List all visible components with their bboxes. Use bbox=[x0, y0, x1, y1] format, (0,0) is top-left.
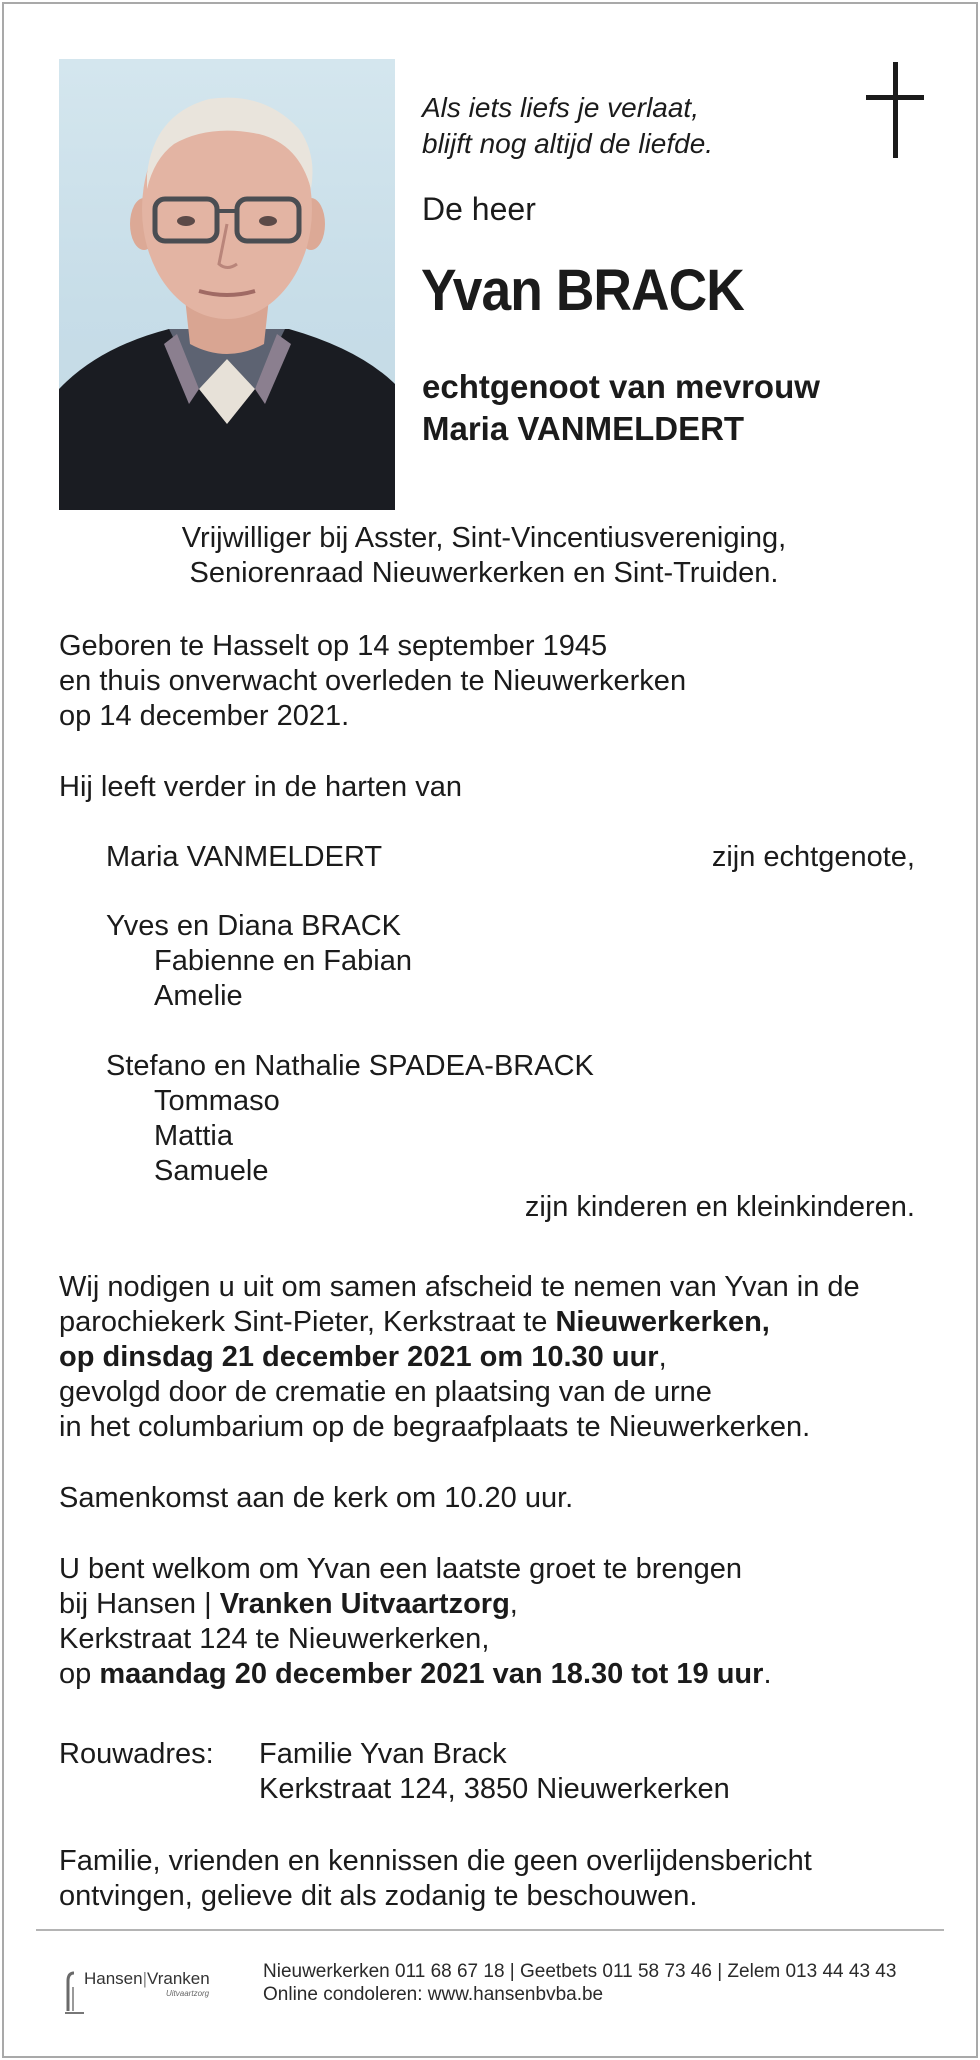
funeral-home-logo bbox=[64, 1967, 239, 2015]
spouse-line: echtgenoot van mevrouw bbox=[422, 368, 820, 405]
footer-online-link[interactable]: Online condoleren: www.hansenbvba.be bbox=[263, 1984, 604, 2005]
family-child: Mattia bbox=[154, 1120, 233, 1152]
text-line: in het columbarium op de begraafplaats te Nieuwerkerken. bbox=[59, 1411, 811, 1443]
volunteer-text bbox=[59, 521, 909, 591]
address-line: Familie Yvan Brack bbox=[259, 1738, 507, 1770]
text-line: gevolgd door de crematie en plaatsing van de urne bbox=[59, 1376, 712, 1408]
family-parents: Yves en Diana BRACK bbox=[106, 910, 401, 942]
salutation: De heer bbox=[422, 191, 536, 227]
text-line: Geboren te Hasselt op 14 september 1945 bbox=[59, 630, 608, 662]
cross-icon bbox=[893, 62, 898, 158]
spouse-line: Maria VANMELDERT bbox=[422, 410, 745, 447]
text-line: U bent welkom om Yvan een laatste groet te brengen bbox=[59, 1553, 743, 1585]
visitation-text bbox=[59, 1552, 772, 1692]
cross-icon-bar bbox=[866, 95, 924, 100]
address-line: Kerkstraat 124, 3850 Nieuwerkerken bbox=[259, 1773, 730, 1805]
survivor-spouse-name: Maria VANMELDERT bbox=[106, 841, 383, 873]
family-child: Samuele bbox=[154, 1155, 269, 1187]
text-span: bij Hansen | bbox=[59, 1588, 220, 1620]
logo-subtitle: Uitvaartzorg bbox=[166, 1989, 210, 1998]
text-line: Familie, vrienden en kennissen die geen overlijdensbericht bbox=[59, 1845, 812, 1877]
ceremony-text bbox=[59, 1270, 860, 1445]
text-span: , bbox=[658, 1341, 667, 1373]
family-child: Amelie bbox=[154, 980, 243, 1012]
logo-text bbox=[84, 1969, 210, 1989]
children-relation: zijn kinderen en kleinkinderen. bbox=[524, 1191, 915, 1223]
address-label: Rouwadres: bbox=[59, 1738, 214, 1770]
footer-contacts bbox=[263, 1960, 896, 2006]
gathering-text: Samenkomst aan de kerk om 10.20 uur. bbox=[59, 1482, 574, 1514]
quote-line: blijft nog altijd de liefde. bbox=[422, 128, 714, 159]
text-line: Wij nodigen u uit om samen afscheid te nemen van Yvan in de bbox=[59, 1271, 860, 1303]
text-span: , bbox=[509, 1588, 518, 1620]
volunteer-line: Seniorenraad Nieuwerkerken en Sint-Truiden. bbox=[189, 557, 779, 589]
ceremony-date: op dinsdag 21 december 2021 om 10.30 uur bbox=[59, 1341, 659, 1373]
text-line bbox=[59, 1340, 860, 1375]
visitation-date: maandag 20 december 2021 van 18.30 tot 19 uur bbox=[99, 1658, 764, 1690]
footer-phones: Nieuwerkerken 011 68 67 18 | Geetbets 011 58 73 46 | Zelem 013 44 43 43 bbox=[263, 1961, 897, 1982]
ceremony-place: Nieuwerkerken, bbox=[555, 1306, 770, 1338]
deceased-name: Yvan BRACK bbox=[421, 258, 744, 323]
portrait-photo bbox=[59, 59, 395, 510]
text-line bbox=[59, 1587, 772, 1622]
family-child: Fabienne en Fabian bbox=[154, 945, 412, 977]
text-span: . bbox=[763, 1658, 772, 1690]
quote-line: Als iets liefs je verlaat, bbox=[422, 92, 699, 123]
text-line: Kerkstraat 124 te Nieuwerkerken, bbox=[59, 1623, 490, 1655]
text-span: parochiekerk Sint-Pieter, Kerkstraat te bbox=[59, 1306, 556, 1338]
survivors-intro: Hij leeft verder in de harten van bbox=[59, 771, 462, 803]
text-line: en thuis onverwacht overleden te Nieuwerkerken bbox=[59, 665, 687, 697]
text-line: ontvingen, gelieve dit als zodanig te beschouwen. bbox=[59, 1880, 698, 1912]
volunteer-line: Vrijwilliger bij Asster, Sint-Vincentiusvereniging, bbox=[181, 522, 787, 554]
logo-separator: | bbox=[142, 1969, 148, 1988]
logo-name-vranken: Vranken bbox=[147, 1969, 210, 1988]
survivor-spouse-relation: zijn echtgenote, bbox=[711, 841, 915, 873]
closing-text bbox=[59, 1844, 812, 1914]
text-line bbox=[59, 1657, 772, 1692]
spouse-statement bbox=[422, 366, 820, 450]
text-span: op bbox=[59, 1658, 100, 1690]
text-line: op 14 december 2021. bbox=[59, 700, 350, 732]
funeral-home-name: Vranken Uitvaartzorg bbox=[219, 1588, 510, 1620]
footer-divider bbox=[36, 1929, 944, 1931]
text-line bbox=[59, 1305, 860, 1340]
family-parents: Stefano en Nathalie SPADEA-BRACK bbox=[106, 1050, 594, 1082]
memorial-quote bbox=[422, 90, 713, 162]
logo-name-hansen: Hansen bbox=[84, 1969, 143, 1988]
family-child: Tommaso bbox=[154, 1085, 280, 1117]
birth-death-text bbox=[59, 629, 686, 734]
